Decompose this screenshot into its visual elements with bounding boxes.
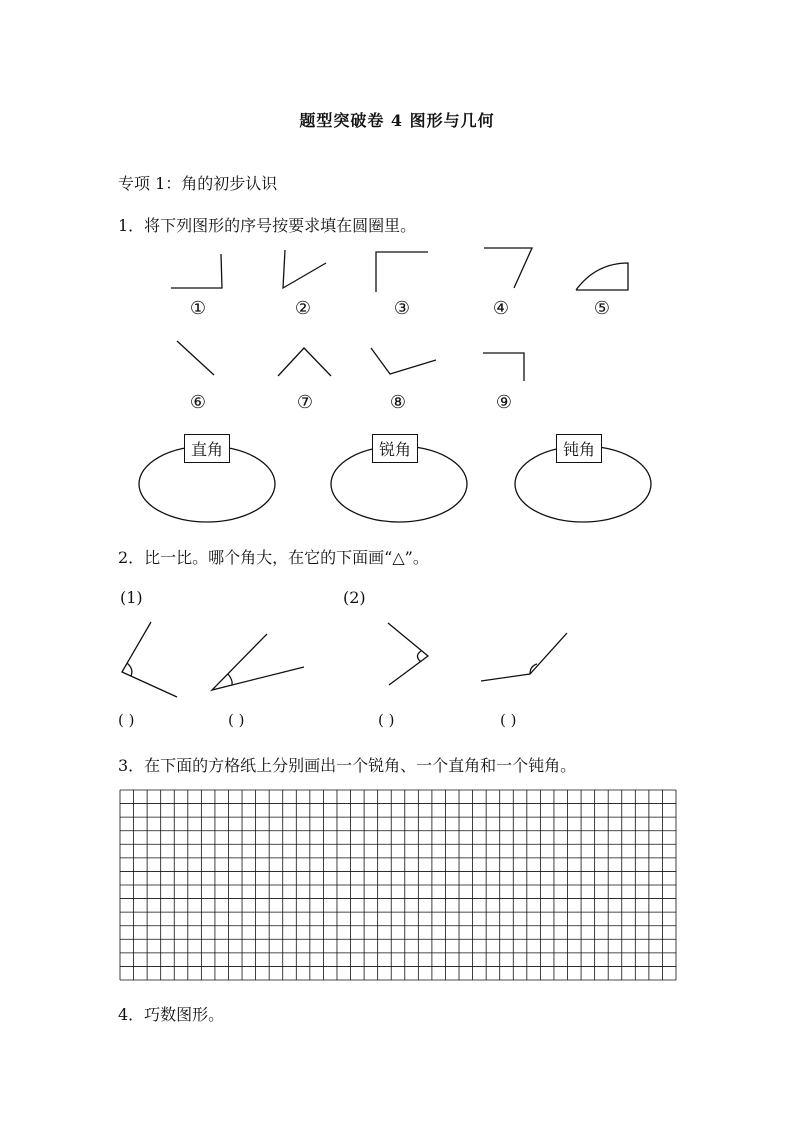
answer-blank-2b[interactable]: ( ) (500, 711, 517, 729)
category-right-angle: 直角 (184, 434, 230, 463)
question-2-text: 2．比一比。哪个角大，在它的下面画“△”。 (118, 548, 429, 567)
label-1: ① (189, 298, 207, 319)
label-6: ⑥ (189, 392, 207, 413)
section-heading: 专项 1：角的初步认识 (118, 174, 278, 193)
part-2-label: (2) (343, 588, 366, 607)
label-2: ② (294, 298, 312, 319)
answer-blank-1a[interactable]: ( ) (118, 711, 135, 729)
label-8: ⑧ (389, 392, 407, 413)
question-3-text: 3．在下面的方格纸上分别画出一个锐角、一个直角和一个钝角。 (118, 756, 577, 775)
label-3: ③ (393, 298, 411, 319)
category-acute-angle: 锐角 (372, 434, 418, 463)
question-4-text: 4．巧数图形。 (118, 1005, 225, 1024)
label-4: ④ (492, 298, 510, 319)
answer-blank-2a[interactable]: ( ) (378, 711, 395, 729)
answer-blank-1b[interactable]: ( ) (228, 711, 245, 729)
category-obtuse-angle: 钝角 (556, 434, 602, 463)
label-5: ⑤ (593, 298, 611, 319)
label-7: ⑦ (296, 392, 314, 413)
label-9: ⑨ (495, 392, 513, 413)
question-1-text: 1．将下列图形的序号按要求填在圆圈里。 (118, 216, 417, 235)
page-title: 题型突破卷 4 图形与几何 (299, 111, 495, 130)
part-1-label: (1) (120, 588, 143, 607)
